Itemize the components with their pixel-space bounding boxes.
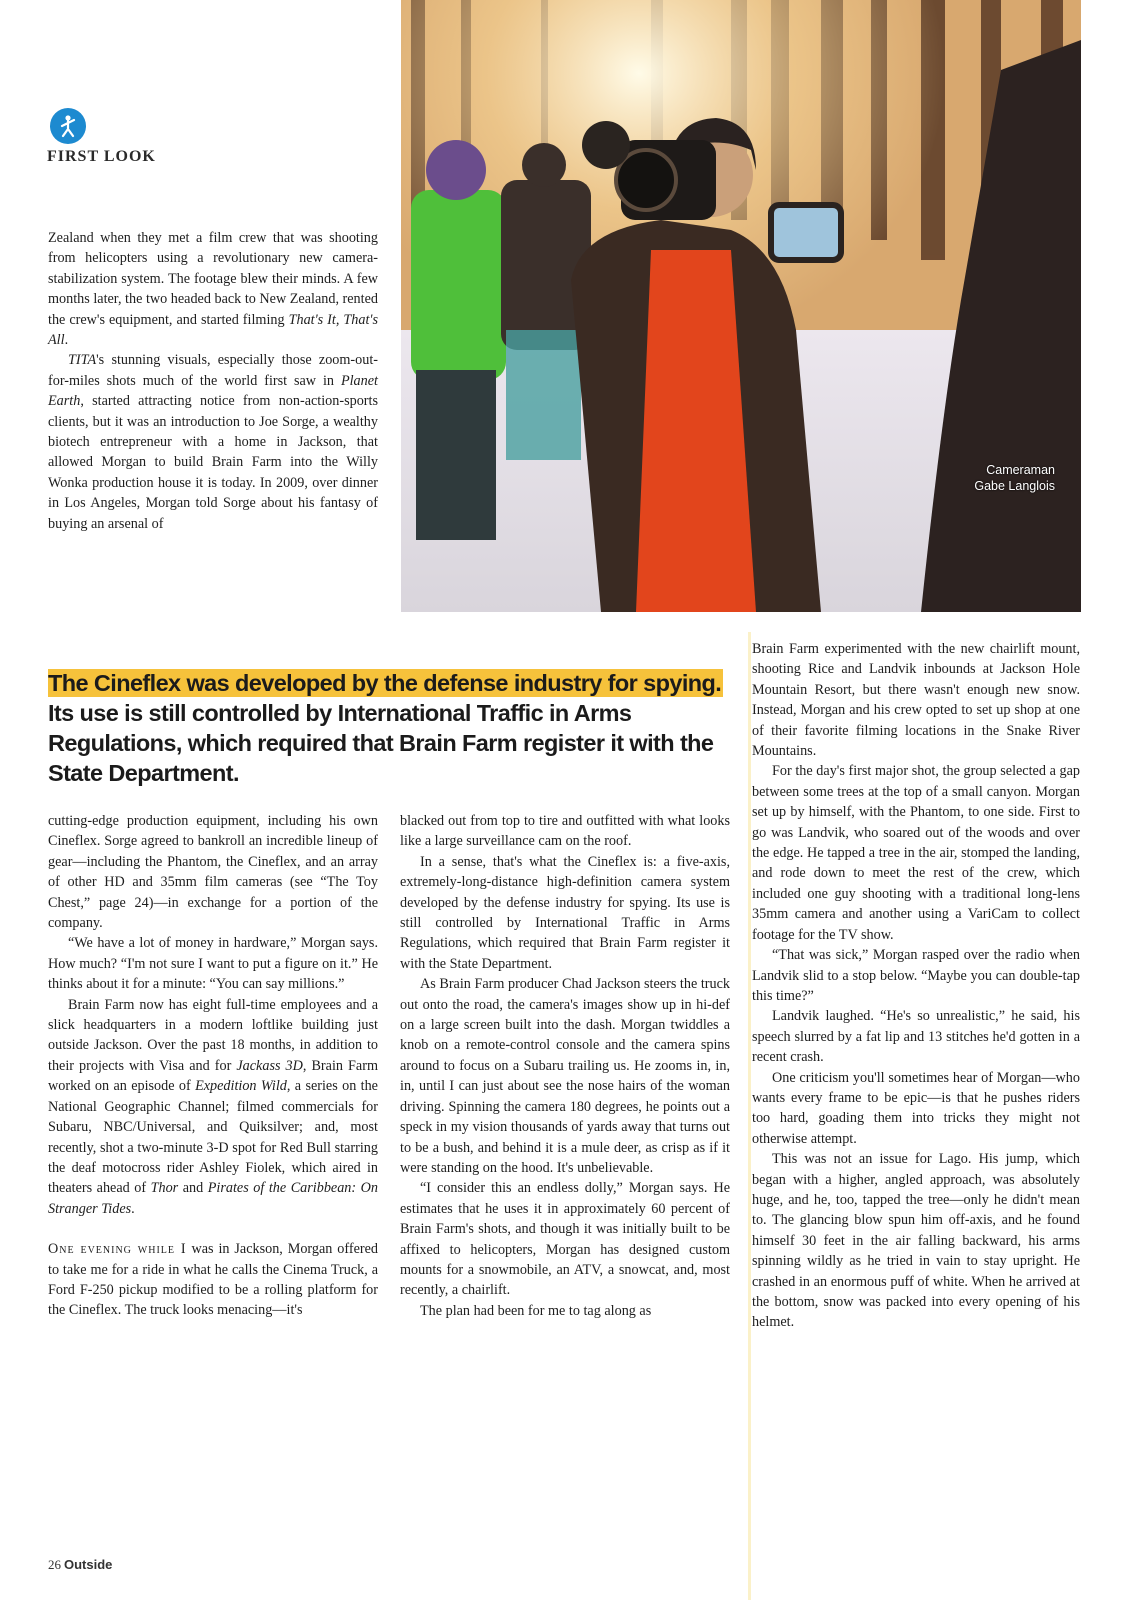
paragraph — [48, 811, 378, 933]
column-rule — [748, 632, 751, 1600]
italic-title: That's It, That's All — [48, 311, 378, 349]
section-lead-in: One evening while I — [48, 1241, 187, 1258]
paragraph — [752, 945, 1080, 1006]
text-run: “We have a lot of money in hardware,” Morgan says. How much? “I'm not sure I want to put a figure on it.” He thinks about it for a minute: “You can say millions.” — [48, 935, 378, 993]
text-run: 's stunning visuals, especially those zoom-out-for-miles shots much of the world first saw in — [48, 352, 378, 389]
feature-photo — [401, 0, 1081, 612]
text-run: The plan had been for me to tag along as — [420, 1302, 652, 1319]
pull-quote-rest: Its use is still controlled by International Traffic in Arms Regulations, which required that Brain Farm register it with the State Department. — [48, 700, 714, 786]
italic-title: Thor — [150, 1180, 179, 1197]
text-run: , started attracting notice from non-action-sports clients, but it was an introduction to Joe Sorge, a wealthy biotech entrepreneur with a home in Jackson, that allowed Morgan to build Brain Farm into the Willy Wonka production house it is today. In 2009, over dinner in Los Angeles, Morgan told Sorge about his fantasy of buying an arsenal of — [48, 393, 378, 532]
paragraph — [400, 974, 730, 1178]
pull-quote-highlight: The Cineflex was developed by the defense industry for spying. — [48, 670, 722, 696]
photo-caption — [974, 462, 1055, 494]
text-run: was in Jackson, Morgan offered to take me for a ride in what he calls the Cinema Truck, a Ford F-250 pickup modified to be a rolling platform for the Cineflex. The truck looks menacing—it's — [48, 1241, 378, 1319]
column-middle — [400, 811, 730, 1321]
text-run: . — [64, 332, 69, 349]
paragraph — [48, 933, 378, 994]
text-run: . — [131, 1200, 135, 1217]
paragraph — [400, 1301, 730, 1321]
text-run: Brain Farm now has eight full-time employees and a slick headquarters in a modern loftlike building just outside Jackson. Over the past 18 months, in addition to their projects with Visa and for — [48, 996, 378, 1074]
italic-title: Jackass 3D — [236, 1057, 303, 1074]
magazine-name: Outside — [64, 1557, 113, 1572]
paragraph — [400, 811, 730, 852]
paragraph — [48, 228, 378, 350]
text-run: This was not an issue for Lago. His jump, which began with a higher, angled approach, was absolutely huge, and he, too, tapped the tree—only he didn't mean to. The glancing blow spun him off-axis, and he found himself 30 feet in the air falling backward, his arms spinning wildly as he tried in vain to stay upright. He crashed in an enormous puff of white. When he arrived at the bottom, snow was packed into every opening of his helmet. — [752, 1151, 1080, 1331]
page-number: 26 — [48, 1557, 61, 1572]
paragraph — [752, 1006, 1080, 1067]
paragraph — [752, 1068, 1080, 1150]
paragraph — [400, 852, 730, 974]
caption-line-2: Gabe Langlois — [974, 479, 1055, 493]
italic-title: Pirates of the Caribbean: On Stranger Tides — [48, 1180, 378, 1217]
text-run: For the day's first major shot, the group selected a gap between some trees at the top of a small canyon. Morgan set up by himself, with the Phantom, to one side. First to go was Landvik, who soared out of the woods and over the edge. He tapped a tree in the air, stomped the landing, and rode down to meet the rest of the crew, which included one guy shooting with a traditional long-lens 35mm camera and another using a VariCam to collect footage for the TV show. — [752, 763, 1080, 943]
text-run: One criticism you'll sometimes hear of Morgan—who wants every frame to be epic—is that he pushes riders too hard, goading them into tricks they might not otherwise attempt. — [752, 1069, 1080, 1147]
text-run: Landvik laughed. “He's so unrealistic,” he said, his speech slurred by a fat lip and 13 stitches he'd gotten in a recent crash. — [752, 1008, 1080, 1066]
paragraph — [48, 350, 378, 534]
car-mirror — [771, 205, 841, 260]
section-icon-badge — [50, 108, 86, 144]
paragraph — [752, 1149, 1080, 1333]
text-run: Zealand when they met a film crew that was shooting from helicopters using a revolutionary new camera-stabilization system. The footage blew their minds. A few months later, the two headed back to New Zealand, rented the crew's equipment, and started filming — [48, 230, 378, 328]
column-left — [48, 811, 378, 1321]
italic-title: TITA — [68, 352, 97, 369]
text-run: cutting-edge production equipment, including his own Cineflex. Sorge agreed to bankroll an incredible lineup of gear—including the Phantom, the Cineflex, and an array of other HD and 35mm film cameras (see “The Toy Chest,” page 24)—in exchange for a portion of the company. — [48, 813, 378, 932]
text-run: “I consider this an endless dolly,” Morgan says. He estimates that he uses it in approximately 60 percent of Brain Farm's shots, and though it was initially built to be affixed to helicopters, Morgan has designed custom mounts for a snowmobile, an ATV, a snowcat, and, most recently, a chairlift. — [400, 1180, 730, 1299]
text-run: In a sense, that's what the Cineflex is: a five-axis, extremely-long-distance high-definition camera system developed by the defense industry for spying. Its use is still controlled by International Traffic in Arms Regulations, which required that Brain Farm register it with the State Department. — [400, 853, 730, 972]
text-run: Brain Farm experimented with the new chairlift mount, shooting Rice and Landvik inbounds at Jackson Hole Mountain Resort, but there wasn't enough new snow. Instead, Morgan and his crew opted to set up shop at one of their favorite filming locations in the Snake River Mountains. — [752, 641, 1080, 760]
column-right — [752, 639, 1080, 1333]
italic-title: Expedition Wild — [195, 1078, 287, 1095]
person-green-jacket — [411, 190, 506, 380]
page-footer — [48, 1557, 112, 1573]
italic-title: Planet Earth — [48, 372, 378, 410]
column-top-left — [48, 228, 378, 534]
hiker-icon — [57, 114, 79, 138]
text-run: As Brain Farm producer Chad Jackson steers the truck out onto the road, the camera's images show up in hi-def on a large screen built into the dash. Morgan twiddles a knob on a remote-control console and the camera spins around to focus on a Subaru trailing us. He zooms in, in, in, until I can just about see the nose hairs of the woman driving. Spinning the camera 180 degrees, he points out a speck in my vision thousands of yards away that turns out to be a bush, and behind it is a mule deer, as crisp as if it were standing on the hood. It's unbelievable. — [400, 976, 730, 1176]
paragraph — [48, 995, 378, 1219]
section-label: FIRST LOOK — [47, 148, 156, 165]
photo-illustration — [401, 0, 1081, 612]
text-run: , Brain Farm worked on an episode of — [48, 1057, 378, 1095]
paragraph — [752, 761, 1080, 945]
text-run: “That was sick,” Morgan rasped over the radio when Landvik slid to a stop below. “Maybe you can double-tap this time?” — [752, 947, 1080, 1004]
caption-line-1: Cameraman — [986, 463, 1055, 477]
text-run: and — [178, 1180, 208, 1197]
text-run: , a series on the National Geographic Channel; filmed commercials for Subaru, NBC/Universal, and Quiksilver; and, most recently, shot a two-minute 3-D spot for Red Bull starring the deaf motocross rider Ashley Fiolek, which aired in theaters ahead of — [48, 1078, 378, 1197]
pull-quote — [48, 668, 738, 788]
paragraph — [48, 1239, 378, 1321]
paragraph — [400, 1178, 730, 1300]
text-run: blacked out from top to tire and outfitted with what looks like a large surveillance cam on the roof. — [400, 813, 730, 850]
paragraph — [752, 639, 1080, 761]
